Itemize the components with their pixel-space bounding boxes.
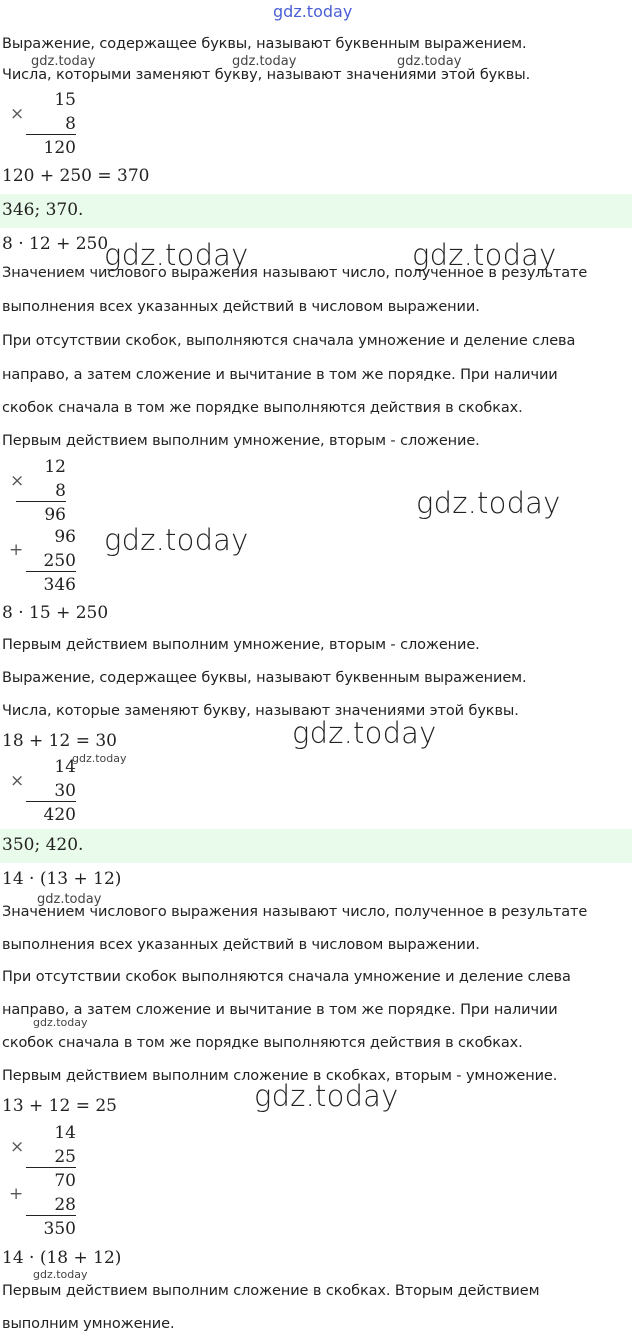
watermark: gdz.today <box>104 238 249 272</box>
operand: 12 <box>44 457 66 477</box>
watermark: gdz.today <box>37 892 102 907</box>
operand: 14 <box>54 757 76 777</box>
result: 420 <box>43 805 76 825</box>
watermark: gdz.today <box>254 1079 399 1113</box>
watermark-top: gdz.today <box>273 2 353 21</box>
text-line: Выражение, содержащее буквы, называют буквенным выражением. <box>2 36 527 52</box>
watermark: gdz.today <box>104 523 249 557</box>
watermark: gdz.today <box>31 54 96 69</box>
watermark: gdz.today <box>33 1268 88 1281</box>
result: 120 <box>43 138 76 158</box>
watermark: gdz.today <box>416 486 561 520</box>
text-line: выполним умножение. <box>2 1316 175 1332</box>
text-line: направо, а затем сложение и вычитание в том же порядке. При наличии <box>2 367 558 383</box>
operand: 8 <box>16 481 66 502</box>
watermark: gdz.today <box>412 238 557 272</box>
result: 70 <box>54 1171 76 1191</box>
text-line: Первым действием выполним сложение в скобках, вторым - умножение. <box>2 1068 558 1084</box>
multiply-sign: × <box>10 104 25 124</box>
operand: 30 <box>26 781 76 802</box>
answer-band <box>0 829 632 863</box>
text-line: Первым действием выполним сложение в скобках. Вторым действием <box>2 1283 540 1299</box>
answer-band <box>0 194 632 228</box>
text-line: скобок сначала в том же порядке выполняются действия в скобках. <box>2 400 523 416</box>
text-line: Первым действием выполним умножение, вторым - сложение. <box>2 433 480 449</box>
result: 350 <box>43 1219 76 1239</box>
result: 96 <box>44 505 66 525</box>
text-line: Числа, которыми заменяют букву, называют значениями этой буквы. <box>2 67 531 83</box>
watermark: gdz.today <box>292 716 437 750</box>
text-line: Значением числового выражения называют число, полученное в результате <box>2 904 588 920</box>
text-line: направо, а затем сложение и вычитание в том же порядке. При наличии <box>2 1002 558 1018</box>
watermark: gdz.today <box>33 1016 88 1029</box>
equation: 18 + 12 = 30 <box>2 731 117 751</box>
text-line: При отсутствии скобок выполняются сначала умножение и деление слева <box>2 969 571 985</box>
text-line: скобок сначала в том же порядке выполняются действия в скобках. <box>2 1035 523 1051</box>
operand: 8 <box>26 114 76 135</box>
multiply-sign: × <box>10 771 25 791</box>
equation: 13 + 12 = 25 <box>2 1096 117 1116</box>
watermark: gdz.today <box>397 54 462 69</box>
text-line: выполнения всех указанных действий в числовом выражении. <box>2 299 480 315</box>
answer: 350; 420. <box>2 835 84 855</box>
multiply-sign: × <box>10 1137 25 1157</box>
text-line: Значением числового выражения называют число, полученное в результате <box>2 265 588 281</box>
operand: 25 <box>26 1147 76 1168</box>
multiply-sign: × <box>10 471 25 491</box>
text-line: Первым действием выполним умножение, вторым - сложение. <box>2 637 480 653</box>
text-line: Числа, которые заменяют букву, называют значениями этой буквы. <box>2 703 519 719</box>
text-line: выполнения всех указанных действий в числовом выражении. <box>2 937 480 953</box>
operand: 250 <box>26 551 76 572</box>
expression: 8 · 15 + 250 <box>2 603 109 623</box>
plus-sign: + <box>9 540 24 560</box>
result: 346 <box>43 575 76 595</box>
text-line: При отсутствии скобок, выполняются сначала умножение и деление слева <box>2 333 576 349</box>
watermark: gdz.today <box>72 752 127 765</box>
answer: 346; 370. <box>2 200 84 220</box>
expression: 14 · (18 + 12) <box>2 1248 122 1268</box>
watermark: gdz.today <box>232 54 297 69</box>
text-line: Выражение, содержащее буквы, называют буквенным выражением. <box>2 670 527 686</box>
expression: 14 · (13 + 12) <box>2 869 122 889</box>
equation: 120 + 250 = 370 <box>2 166 150 186</box>
operand: 96 <box>54 527 76 547</box>
operand: 14 <box>54 1123 76 1143</box>
expression: 8 · 12 + 250 <box>2 234 109 254</box>
operand: 15 <box>54 90 76 110</box>
operand: 28 <box>26 1195 76 1216</box>
plus-sign: + <box>9 1184 24 1204</box>
